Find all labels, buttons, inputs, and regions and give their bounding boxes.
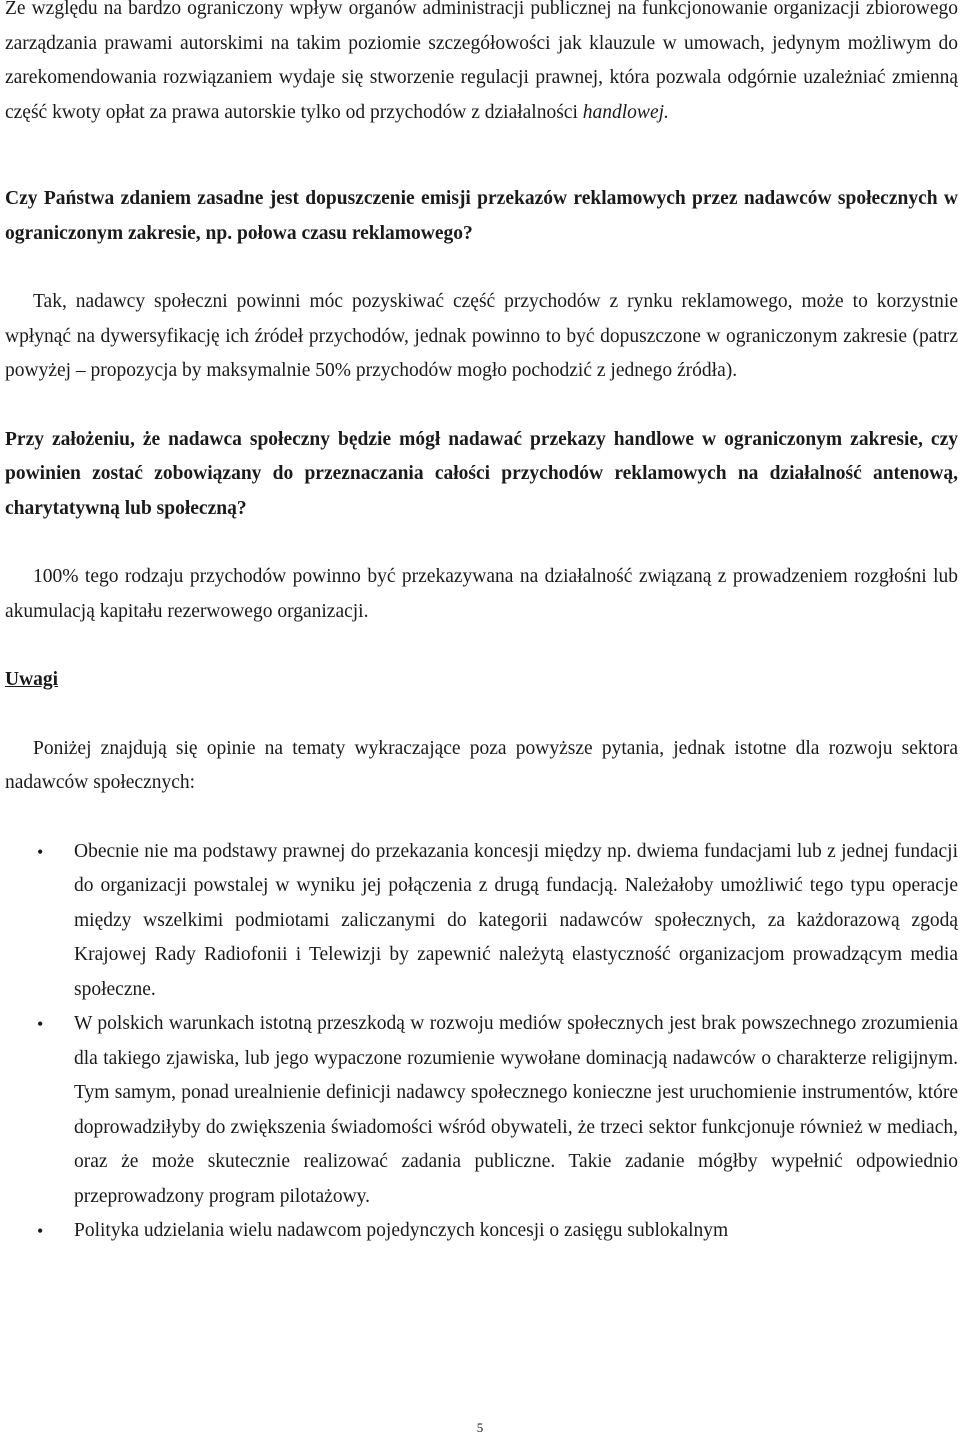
- answer-advertising-revenue: 100% tego rodzaju przychodów powinno być przekazywana na działalność związaną z prowadzeniem rozgłośni lub akumulacją kapitału rezerwowego organizacji.: [5, 566, 958, 622]
- list-item: [5, 1007, 958, 1214]
- list-item: [5, 1214, 958, 1249]
- list-item: [5, 835, 958, 1008]
- list-item-text: W polskich warunkach istotną przeszkodą w rozwoju mediów społecznych jest brak powszechnego zrozumienia dla takiego zjawiska, lub jego wypaczone rozumienie wywołane dominacją nadawców o charakterze religijnym. Tym samym, ponad urealnienie definicji nadawcy społecznego konieczne jest uruchomienie instrumentów, które doprowadziłyby do zwiększenia świadomości wśród obywateli, że trzeci sektor funkcjonuje również w mediach, oraz że może skutecznie realizować zadania publiczne. Takie zadanie mógłby wypełnić odpowiednio przeprowadzony program pilotażowy.: [74, 1013, 958, 1207]
- bullet-icon: •: [37, 1014, 44, 1034]
- document-page: [5, 0, 958, 1249]
- section-heading-uwagi: Uwagi: [5, 669, 59, 690]
- bullet-icon: •: [37, 841, 44, 862]
- list-item-text: Obecnie nie ma podstawy prawnej do przekazania koncesji między np. dwiema fundacjami lub z jednej fundacji do organizacji powstalej w wyniku jej połączenia z drugą fundacją. Należałoby umożliwić tego typu operacje między wszelkimi podmiotami zaliczanymi do kategorii nadawców społecznych, za każdorazową zgodą Krajowej Rady Radiofonii i Telewizji by zapewnić należytą elastyczność organizacjom prowadzącym media społeczne.: [74, 840, 958, 1000]
- paragraph-copyright-fees: [5, 0, 958, 130]
- remarks-list: [5, 835, 958, 1249]
- uwagi-intro: Poniżej znajdują się opinie na tematy wykraczające poza powyższe pytania, jednak istotne dla rozwoju sektora nadawców społecznych:: [5, 737, 958, 793]
- question-advertising-emission: Czy Państwa zdaniem zasadne jest dopuszczenie emisji przekazów reklamowych przez nadawców społecznych w ograniczonym zakresie, np. połowa czasu reklamowego?: [5, 188, 958, 244]
- question-advertising-revenue: Przy założeniu, że nadawca społeczny będzie mógł nadawać przekazy handlowe w ograniczonym zakresie, czy powinien zostać zobowiązany do przeznaczania całości przychodów reklamowych na działalność antenową, charytatywną lub społeczną?: [5, 428, 958, 519]
- page-number: 5: [476, 1420, 484, 1435]
- list-item-text: Polityka udzielania wielu nadawcom pojedynczych koncesji o zasięgu sublokalnym: [74, 1220, 729, 1241]
- bullet-icon: •: [37, 1221, 44, 1241]
- answer-advertising-emission: Tak, nadawcy społeczni powinni móc pozyskiwać część przychodów z rynku reklamowego, może to korzystnie wpłynąć na dywersyfikację ich źródeł przychodów, jednak powinno to być dopuszczone w ograniczonym zakresie (patrz powyżej – propozycja by maksymalnie 50% przychodów mogło pochodzić z jednego źródła).: [5, 291, 958, 381]
- paragraph-text: Ze względu na bardzo ograniczony wpływ organów administracji publicznej na funkcjonowanie organizacji zbiorowego zarządzania prawami autorskimi na takim poziomie szczegółowości jak klauzule w umowach, jedynym możliwym do zarekomendowania rozwiązaniem wydaje się stworzenie regulacji prawnej, która pozwala odgórnie uzależniać zmienną część kwoty opłat za prawa autorskie tylko od przychodów z działalności: [5, 0, 958, 123]
- paragraph-italic-word: handlowej.: [582, 101, 669, 123]
